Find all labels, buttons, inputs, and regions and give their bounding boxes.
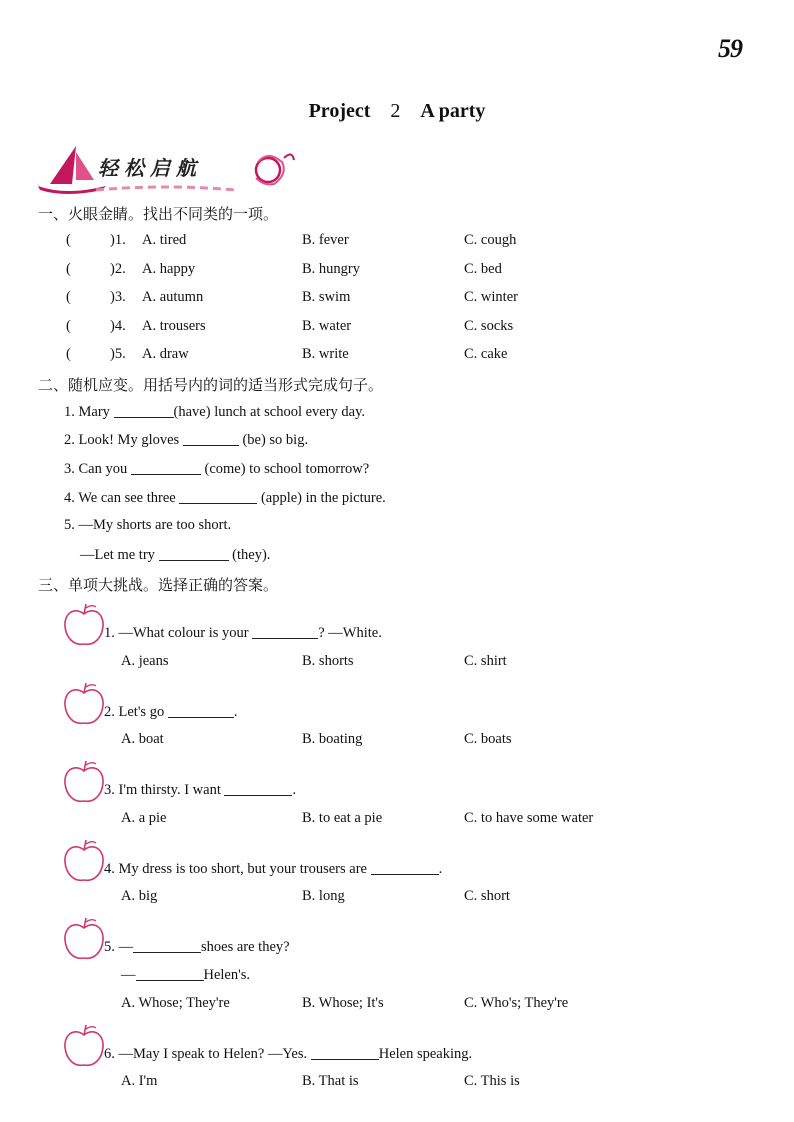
answer-blank[interactable]: [179, 489, 257, 504]
option-a[interactable]: A. Whose; They're: [121, 995, 230, 1011]
apple-icon[interactable]: [62, 1023, 106, 1069]
list-item: 2. Look! My gloves (be) so big.: [64, 432, 309, 448]
page-title: [0, 100, 794, 123]
option-b[interactable]: B. shorts: [302, 653, 354, 669]
option-c[interactable]: C. This is: [464, 1073, 520, 1089]
answer-blank[interactable]: [114, 403, 174, 418]
title-word: Project: [308, 100, 371, 122]
option-b[interactable]: B. Whose; It's: [302, 995, 384, 1011]
answer-blank[interactable]: [136, 966, 204, 981]
answer-blank[interactable]: [168, 703, 234, 718]
option-c[interactable]: C. short: [464, 888, 510, 904]
option-b[interactable]: B. to eat a pie: [302, 810, 383, 826]
option-c[interactable]: C. shirt: [464, 653, 507, 669]
option-a[interactable]: A. boat: [121, 731, 164, 747]
apple-icon[interactable]: [62, 681, 106, 727]
list-item: 2. Let's go .: [104, 704, 238, 720]
list-item: 5. — shoes are they?: [104, 939, 290, 955]
option-c[interactable]: C. to have some water: [464, 810, 594, 826]
option-b[interactable]: B. boating: [302, 731, 363, 747]
answer-blank[interactable]: [183, 431, 239, 446]
list-item: 1. —What colour is your ? —White.: [104, 625, 382, 641]
list-item: 4. My dress is too short, but your trousers are .: [104, 861, 443, 877]
list-item: 6. —May I speak to Helen? —Yes. Helen speaking.: [104, 1046, 473, 1062]
answer-blank[interactable]: [133, 938, 201, 953]
option-c[interactable]: C. boats: [464, 731, 512, 747]
list-item: 1. Mary (have) lunch at school every day.: [64, 404, 366, 420]
option-a[interactable]: A. jeans: [121, 653, 169, 669]
list-item: 5. —My shorts are too short.: [64, 517, 232, 533]
apple-icon[interactable]: [62, 602, 106, 648]
answer-blank[interactable]: [252, 624, 318, 639]
option-a[interactable]: A. I'm: [121, 1073, 158, 1089]
answer-blank[interactable]: [311, 1045, 379, 1060]
list-item: 3. Can you (come) to school tomorrow?: [64, 461, 370, 477]
apple-icon[interactable]: [62, 759, 106, 805]
list-item: 3. I'm thirsty. I want .: [104, 782, 297, 798]
list-item: 4. We can see three (apple) in the picture.: [64, 490, 386, 506]
answer-blank[interactable]: [371, 860, 439, 875]
section-3-heading: 三、单项大挑战。选择正确的答案。: [38, 576, 279, 594]
title-name: A party: [420, 100, 486, 122]
list-item: —Let me try (they).: [80, 547, 271, 563]
answer-blank[interactable]: [224, 781, 292, 796]
option-a[interactable]: A. a pie: [121, 810, 167, 826]
option-b[interactable]: B. long: [302, 888, 345, 904]
option-c[interactable]: C. Who's; They're: [464, 995, 569, 1011]
apple-icon[interactable]: [62, 916, 106, 962]
page-number: 59: [718, 34, 742, 63]
section-1-heading: 一、火眼金睛。找出不同类的一项。: [38, 205, 279, 223]
option-b[interactable]: B. That is: [302, 1073, 359, 1089]
answer-blank[interactable]: [159, 546, 229, 561]
title-number: 2: [390, 100, 401, 122]
banner-title: 轻松启航: [98, 156, 202, 180]
option-a[interactable]: A. big: [121, 888, 158, 904]
section-2-heading: 二、随机应变。用括号内的词的适当形式完成句子。: [38, 376, 384, 394]
apple-icon[interactable]: [62, 838, 106, 884]
answer-blank[interactable]: [131, 460, 201, 475]
list-item: — Helen's.: [121, 967, 251, 983]
